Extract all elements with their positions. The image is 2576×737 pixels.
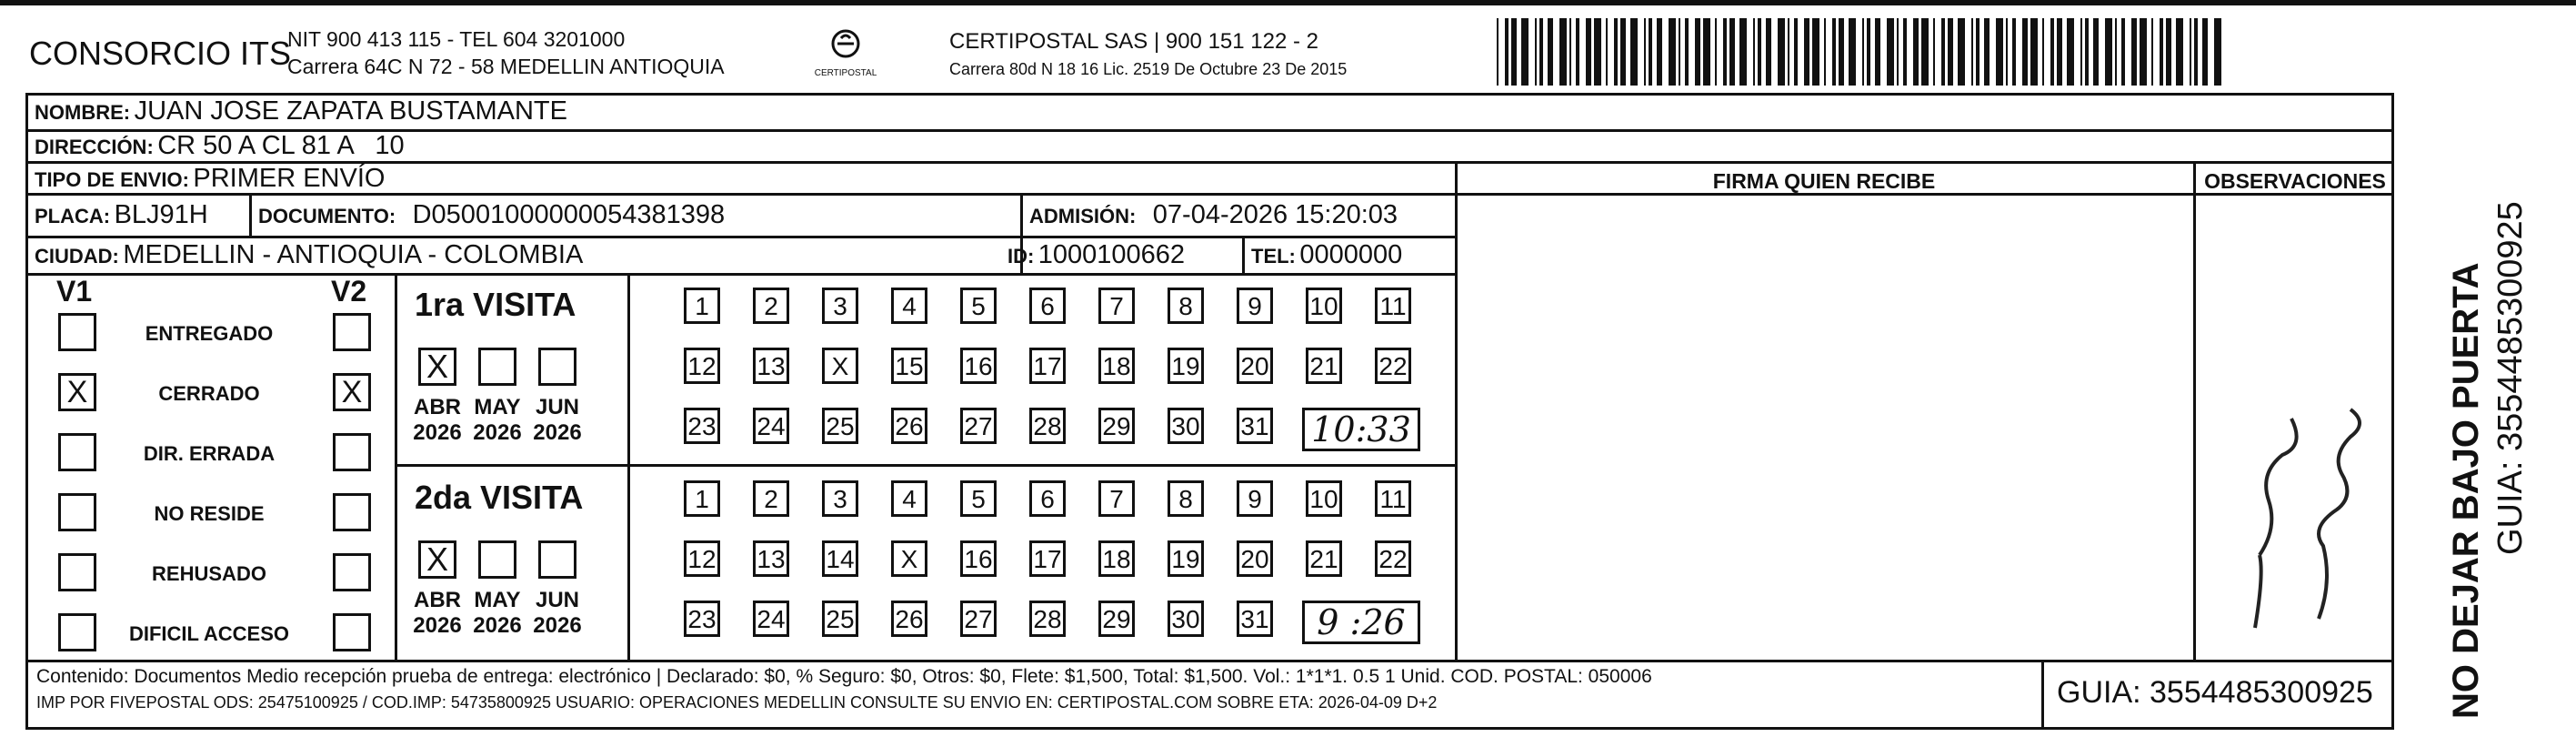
status-v2-checkbox[interactable] <box>333 433 371 471</box>
day-box[interactable]: 26 <box>891 601 927 637</box>
courier-line-1: CERTIPOSTAL SAS | 900 151 122 - 2 <box>949 29 1318 54</box>
day-box[interactable]: X <box>891 540 927 577</box>
status-v1-checkbox[interactable] <box>58 613 96 651</box>
day-box[interactable]: 6 <box>1029 288 1066 324</box>
month-checkbox[interactable] <box>538 348 576 386</box>
ciudad-row <box>35 240 583 270</box>
month-label: MAY <box>474 395 521 419</box>
day-box[interactable]: 8 <box>1168 480 1204 517</box>
day-box[interactable]: 7 <box>1098 288 1135 324</box>
day-box[interactable]: 4 <box>891 480 927 517</box>
documento-label: DOCUMENTO: <box>258 205 396 227</box>
day-box[interactable]: 12 <box>684 348 720 384</box>
day-box[interactable]: 25 <box>822 601 858 637</box>
status-v2-checkbox[interactable] <box>333 613 371 651</box>
month-year: 2026 <box>413 420 462 445</box>
status-v2-checkbox[interactable] <box>333 493 371 531</box>
nombre-value: JUAN JOSE ZAPATA BUSTAMANTE <box>134 96 567 126</box>
month-year: 2026 <box>473 613 522 638</box>
company-line-2: Carrera 64C N 72 - 58 MEDELLIN ANTIOQUIA <box>287 55 725 78</box>
month-checkbox[interactable] <box>478 540 516 579</box>
day-box[interactable]: 25 <box>822 408 858 444</box>
placa-row <box>35 200 208 230</box>
visit-title: 2da VISITA <box>415 479 584 516</box>
day-box[interactable]: 10 <box>1306 480 1342 517</box>
day-box[interactable]: 29 <box>1098 601 1135 637</box>
day-box[interactable]: 5 <box>960 288 997 324</box>
ciudad-label: CIUDAD: <box>35 245 119 268</box>
day-box[interactable]: 5 <box>960 480 997 517</box>
row-divider <box>25 660 2394 662</box>
day-box[interactable]: 8 <box>1168 288 1204 324</box>
day-box[interactable]: 14 <box>822 540 858 577</box>
footer-line-2: IMP POR FIVEPOSTAL ODS: 25475100925 / COD.IMP: 54735800925 USUARIO: OPERACIONES MEDELLIN CONSULTE SU ENVIO EN: CERTIPOSTAL.COM SOBRE ETA: 2026-04-09 D+2 <box>36 693 1438 712</box>
day-box[interactable]: 11 <box>1375 480 1411 517</box>
status-label: NO RESIDE <box>154 502 265 525</box>
day-box[interactable]: 18 <box>1098 540 1135 577</box>
admision-value: 07-04-2026 15:20:03 <box>1152 200 1398 229</box>
status-v2-checkbox[interactable] <box>333 553 371 591</box>
col-divider <box>2041 660 2044 730</box>
documento-value: D05001000000054381398 <box>412 200 726 229</box>
month-label: JUN <box>535 588 579 612</box>
month-year: 2026 <box>413 613 462 638</box>
day-box[interactable]: 24 <box>753 408 789 444</box>
day-box[interactable]: 16 <box>960 348 997 384</box>
observaciones-header: OBSERVACIONES <box>2204 169 2386 193</box>
day-box[interactable]: 1 <box>684 288 720 324</box>
status-v1-checkbox[interactable] <box>58 553 96 591</box>
tipo-row <box>35 164 385 194</box>
admision-label: ADMISIÓN: <box>1029 205 1137 227</box>
status-v2-checkbox[interactable] <box>333 313 371 351</box>
day-box[interactable]: 19 <box>1168 540 1204 577</box>
day-box[interactable]: 3 <box>822 480 858 517</box>
courier-line-2: Carrera 80d N 18 16 Lic. 2519 De Octubre 23 De 2015 <box>949 60 1348 78</box>
day-box[interactable]: 23 <box>684 601 720 637</box>
day-box[interactable]: 2 <box>753 480 789 517</box>
month-year: 2026 <box>533 420 582 445</box>
visit-title: 1ra VISITA <box>415 286 576 323</box>
documento-row <box>258 200 725 230</box>
month-checkbox[interactable]: X <box>418 348 456 386</box>
day-box[interactable]: 22 <box>1375 540 1411 577</box>
id-row <box>1007 240 1185 270</box>
tel-value: 0000000 <box>1299 240 1403 269</box>
status-label: ENTREGADO <box>145 322 274 345</box>
certipostal-logo <box>814 27 877 82</box>
tipo-label: TIPO DE ENVIO: <box>35 168 189 191</box>
id-value: 1000100662 <box>1037 240 1186 269</box>
day-box[interactable]: 2 <box>753 288 789 324</box>
direccion-label: DIRECCIÓN: <box>35 136 154 158</box>
day-box[interactable]: 9 <box>1237 288 1273 324</box>
nombre-row <box>35 96 567 126</box>
day-box[interactable]: 22 <box>1375 348 1411 384</box>
footer-line-1: Contenido: Documentos Medio recepción prueba de entrega: electrónico | Declarado: $0, % Seguro: $0, Otros: $0, Flete: $1,500, Total: $1,500. Vol.: 1*1*1. 0.5 1 Unid. COD. POSTAL: 050006 <box>36 666 1652 687</box>
month-label: MAY <box>474 588 521 612</box>
top-border <box>0 0 2576 5</box>
day-box[interactable]: 1 <box>684 480 720 517</box>
day-box[interactable]: 16 <box>960 540 997 577</box>
month-label: JUN <box>535 395 579 419</box>
day-box[interactable]: 13 <box>753 540 789 577</box>
day-box[interactable]: 15 <box>891 348 927 384</box>
nombre-label: NOMBRE: <box>35 101 131 124</box>
v2-header: V2 <box>331 275 367 308</box>
col-divider <box>1242 236 1245 273</box>
day-box[interactable]: 30 <box>1168 408 1204 444</box>
visit-divider <box>395 464 1455 467</box>
day-box[interactable]: 27 <box>960 601 997 637</box>
col-divider <box>1455 161 1458 660</box>
direccion-row <box>35 131 405 161</box>
day-box[interactable]: 12 <box>684 540 720 577</box>
v1-header: V1 <box>56 275 93 308</box>
placa-value: BLJ91H <box>114 200 208 229</box>
status-v2-checkbox[interactable]: X <box>333 373 371 411</box>
day-box[interactable]: 19 <box>1168 348 1204 384</box>
status-label: DIR. ERRADA <box>143 442 276 465</box>
company-name: CONSORCIO ITS <box>29 35 292 72</box>
day-box[interactable]: 10 <box>1306 288 1342 324</box>
col-divider <box>2193 161 2196 660</box>
month-label: ABR <box>414 588 461 612</box>
day-box[interactable]: 6 <box>1029 480 1066 517</box>
day-box[interactable]: 9 <box>1237 480 1273 517</box>
id-label: ID: <box>1007 245 1035 268</box>
day-box[interactable]: 20 <box>1237 540 1273 577</box>
month-checkbox[interactable] <box>478 348 516 386</box>
day-box[interactable]: 28 <box>1029 408 1066 444</box>
day-box[interactable]: 11 <box>1375 288 1411 324</box>
day-box[interactable]: 17 <box>1029 540 1066 577</box>
tipo-value: PRIMER ENVÍO <box>193 164 386 193</box>
side-guia: GUIA: 3554485300925 <box>2491 201 2530 555</box>
day-box[interactable]: 13 <box>753 348 789 384</box>
day-box[interactable]: 7 <box>1098 480 1135 517</box>
barcode <box>1497 18 2224 86</box>
side-note: NO DEJAR BAJO PUERTA <box>2446 262 2486 719</box>
company-line-1: NIT 900 413 115 - TEL 604 3201000 <box>287 27 626 51</box>
day-box[interactable]: 27 <box>960 408 997 444</box>
day-box[interactable]: 23 <box>684 408 720 444</box>
col-divider <box>249 193 252 236</box>
status-label: REHUSADO <box>152 562 266 585</box>
admision-row <box>1029 200 1398 230</box>
day-box[interactable]: 3 <box>822 288 858 324</box>
month-year: 2026 <box>473 420 522 445</box>
postal-horn-icon <box>814 27 877 64</box>
visit-time[interactable]: 9 :26 <box>1302 601 1420 644</box>
tel-row <box>1251 240 1402 270</box>
day-box[interactable]: 29 <box>1098 408 1135 444</box>
ciudad-value: MEDELLIN - ANTIOQUIA - COLOMBIA <box>123 240 584 269</box>
month-checkbox[interactable] <box>538 540 576 579</box>
day-box[interactable]: 21 <box>1306 540 1342 577</box>
day-box[interactable]: 30 <box>1168 601 1204 637</box>
day-box[interactable]: 31 <box>1237 408 1273 444</box>
day-box[interactable]: 18 <box>1098 348 1135 384</box>
month-label: ABR <box>414 395 461 419</box>
day-box[interactable]: 24 <box>753 601 789 637</box>
day-box[interactable]: 20 <box>1237 348 1273 384</box>
day-box[interactable]: 31 <box>1237 601 1273 637</box>
month-year: 2026 <box>533 613 582 638</box>
placa-label: PLACA: <box>35 205 111 227</box>
footer-guia: GUIA: 3554485300925 <box>2057 675 2373 710</box>
day-box[interactable]: 21 <box>1306 348 1342 384</box>
day-box[interactable]: 28 <box>1029 601 1066 637</box>
status-label: CERRADO <box>158 382 260 405</box>
firma-header: FIRMA QUIEN RECIBE <box>1712 169 1936 193</box>
status-v1-checkbox[interactable] <box>58 433 96 471</box>
visit-time[interactable]: 10:33 <box>1302 408 1420 451</box>
day-box[interactable]: 17 <box>1029 348 1066 384</box>
month-checkbox[interactable]: X <box>418 540 456 579</box>
row-divider <box>25 273 1457 276</box>
day-box[interactable]: X <box>822 348 858 384</box>
day-box[interactable]: 4 <box>891 288 927 324</box>
status-v1-checkbox[interactable] <box>58 313 96 351</box>
status-label: DIFICIL ACCESO <box>128 622 289 645</box>
direccion-value: CR 50 A CL 81 A 10 <box>157 131 405 160</box>
status-v1-checkbox[interactable] <box>58 493 96 531</box>
tel-label: TEL: <box>1251 245 1296 268</box>
handwritten-signature <box>2219 328 2382 655</box>
day-box[interactable]: 26 <box>891 408 927 444</box>
status-v1-checkbox[interactable]: X <box>58 373 96 411</box>
logo-text: CERTIPOSTAL <box>814 68 877 78</box>
